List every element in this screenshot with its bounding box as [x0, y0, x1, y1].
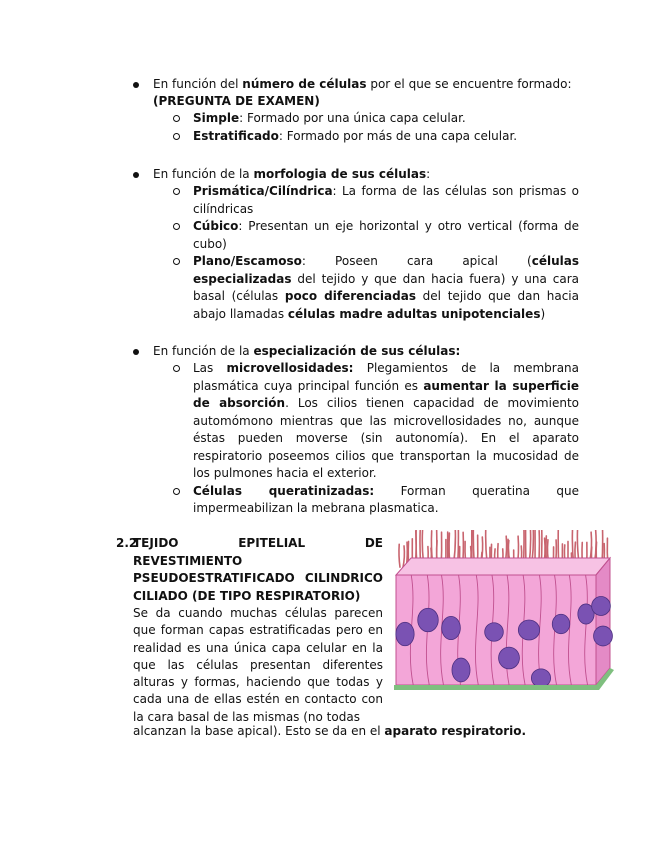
bullet-morfologia: [133, 166, 579, 323]
bullet-lead: [133, 166, 579, 183]
cilium: [403, 546, 405, 568]
item-text: : Formado por más de una capa celular.: [278, 128, 518, 143]
item-text: del tejido y que dan hacia fuera) y una cara basal (células: [193, 271, 579, 303]
item-text: ): [540, 306, 546, 321]
item-text: : La forma de las células son prismas o cilíndricas: [193, 184, 579, 216]
item-term: microvellosidades:: [226, 361, 354, 375]
item-term: Células queratinizadas:: [193, 483, 375, 498]
item-term: Estratificado: [193, 128, 279, 143]
item-text: Las: [193, 361, 227, 375]
lead-text: En función del: [153, 77, 243, 91]
circle-bullet-icon: [173, 133, 180, 140]
cell-nucleus: [531, 669, 550, 687]
cell-nucleus: [499, 647, 520, 669]
item-bold: poco diferenciadas: [284, 289, 416, 303]
cell-nucleus: [485, 623, 504, 642]
list-item: [133, 253, 579, 323]
bullet-icon: [133, 172, 139, 178]
item-term: Prismática/Cilíndrica: [193, 184, 333, 198]
item-text: Plegamientos de la membrana plasmática cuya principal función es: [193, 361, 580, 393]
item-bold: células madre adultas unipotenciales: [287, 306, 541, 321]
cilium: [399, 544, 400, 567]
cilium: [532, 530, 533, 561]
lead-bold: morfologia de sus células: [253, 167, 427, 181]
body-text: alcanzan la base apical). Esto se da en el: [133, 724, 385, 738]
item-bold: aumentar la superficie de absorción: [193, 378, 579, 410]
circle-bullet-icon: [173, 188, 180, 195]
body-bold: aparato respiratorio.: [384, 724, 527, 738]
list-item: [133, 360, 579, 483]
section-number: 2.2: [116, 536, 138, 550]
cell-nucleus: [594, 626, 613, 646]
exam-note: (PREGUNTA DE EXAMEN): [153, 94, 320, 108]
circle-bullet-icon: [173, 258, 180, 265]
circle-bullet-icon: [173, 365, 180, 372]
epithelium-svg: [391, 530, 617, 728]
item-text: : Formado por una única capa celular.: [239, 111, 466, 125]
bullet-lead: [133, 343, 579, 360]
sub-list: [133, 360, 579, 518]
bullet-especializacion: [133, 343, 579, 518]
item-text: del tejido que dan hacia abajo llamadas: [193, 289, 579, 321]
item-term: Plano/Escamoso: [193, 254, 302, 268]
cell-nucleus: [452, 658, 470, 682]
circle-bullet-icon: [173, 223, 180, 230]
cell-nucleus: [396, 622, 414, 646]
list-item: [133, 483, 579, 518]
list-item: [133, 183, 579, 218]
bullet-numero-celulas: [133, 76, 579, 145]
item-text: : Poseen cara apical (: [301, 254, 532, 268]
sub-list: [133, 110, 579, 145]
section-title: TEJIDO EPITELIAL DE REVESTIMIENTO PSEUDOESTRATIFICADO CILINDRICO CILIADO (DE TIPO RESPIRATORIO): [133, 536, 383, 603]
epithelium-illustration: [391, 530, 617, 728]
lead-text: En función de la: [153, 167, 254, 181]
lead-tail: por el que se encuentre formado:: [366, 77, 572, 91]
list-item: [133, 110, 579, 128]
list-item: [133, 128, 579, 146]
lead-tail: :: [426, 167, 431, 181]
sub-list: [133, 183, 579, 323]
item-text: . Los cilios tienen capacidad de movimiento automómono mientras que las microvellosidades no, aunque éstas pueden moverse (sin autonomía). En el aparato respiratorio poseemos cilios que transportan la mucosidad de los pulmones hacia el exterior.: [193, 396, 579, 480]
item-text: Forman queratina que impermeabilizan la mebrana plasmatica.: [193, 483, 579, 515]
item-bold: células especializadas: [193, 254, 579, 286]
cell-nucleus: [592, 597, 611, 616]
circle-bullet-icon: [173, 488, 180, 495]
bullet-icon: [133, 349, 139, 355]
cell-nucleus: [518, 620, 539, 640]
circle-bullet-icon: [173, 115, 180, 122]
cilium: [422, 530, 423, 561]
item-text: : Presentan un eje horizontal y otro vertical (forma de cubo): [193, 219, 579, 251]
cell-nucleus: [552, 614, 569, 633]
lead-bold: especialización de sus células:: [253, 344, 461, 358]
item-term: Cúbico: [193, 219, 239, 233]
list-item: [133, 218, 579, 253]
section-body: Se da cuando muchas células parecen que forman capas estratificadas pero en realidad es una única capa celular en la que las células presentan diferentes alturas y formas, haciendo que todas y cada una de ellas estén en contacto con la cara basal de las mismas (no todas: [133, 606, 383, 724]
cell-nucleus: [442, 616, 461, 639]
cell-nucleus: [418, 608, 439, 632]
lead-bold: número de células: [242, 77, 367, 91]
lead-text: En función de la: [153, 344, 254, 358]
item-term: Simple: [193, 111, 240, 125]
bullet-icon: [133, 82, 139, 88]
bullet-lead: [133, 76, 579, 110]
